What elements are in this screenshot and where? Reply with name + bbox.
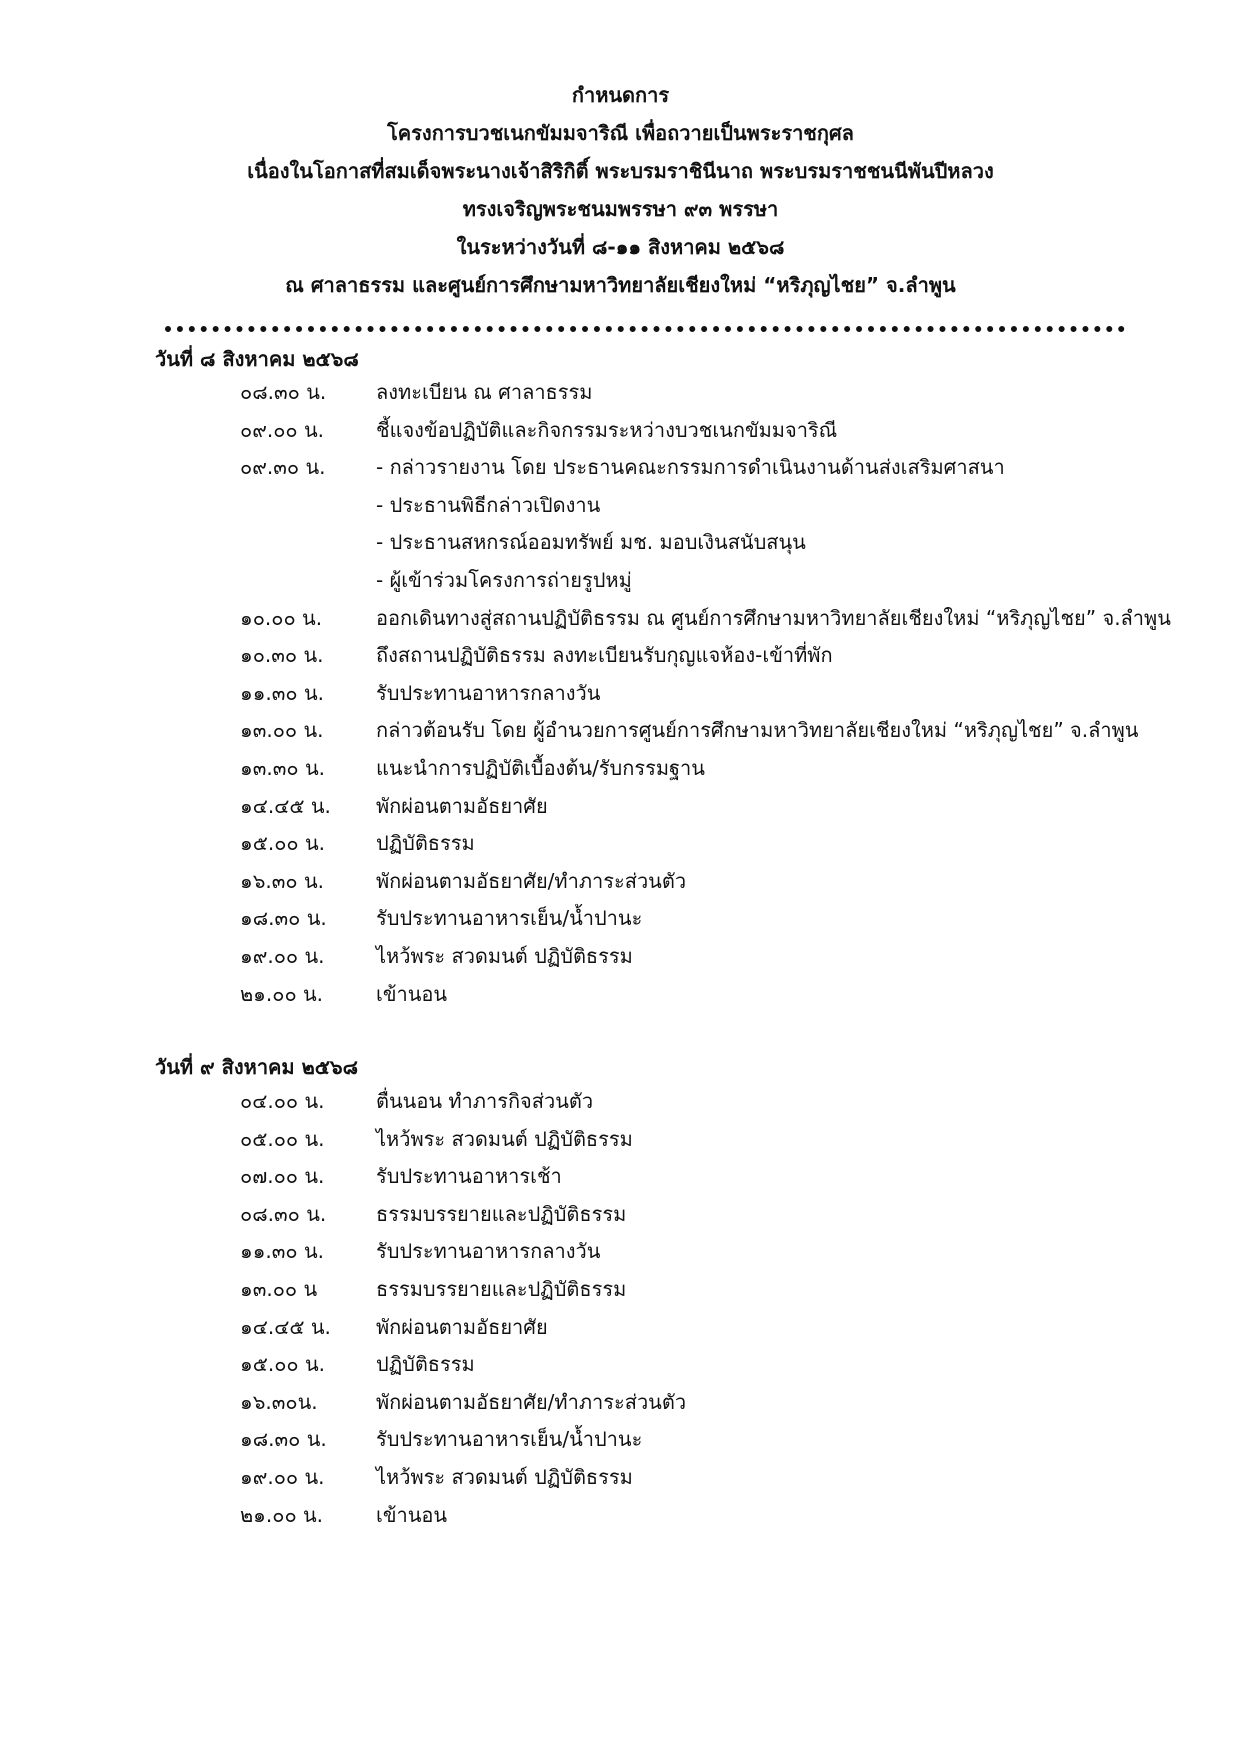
schedule-activity: ธรรมบรรยายและปฏิบัติธรรม: [376, 1201, 627, 1226]
schedule-activity: ลงทะเบียน ณ ศาลาธรรม: [376, 380, 593, 404]
schedule-time: ๑๘.๓๐ น.: [240, 1427, 327, 1452]
day-heading: วันที่ ๙ สิงหาคม ๒๕๖๘: [155, 1055, 359, 1079]
schedule-row: [0, 1083, 1241, 1119]
dotted-divider: [165, 326, 1125, 332]
schedule-row: [0, 863, 1241, 899]
schedule-activity: - ผู้เข้าร่วมโครงการถ่ายรูปหมู่: [376, 568, 632, 592]
schedule-time: ๒๑.๐๐ น.: [240, 981, 324, 1006]
schedule-row: [0, 562, 1241, 598]
schedule-activity: พักผ่อนตามอัธยาศัย: [376, 1314, 548, 1339]
schedule-time: ๑๑.๓๐ น.: [240, 680, 325, 705]
schedule-row: [0, 1421, 1241, 1457]
schedule-row: [0, 1497, 1241, 1533]
header-venue: ณ ศาลาธรรม และศูนย์การศึกษามหาวิทยาลัยเชียงใหม่ “หริภุญไชย” จ.ลำพูน: [285, 273, 956, 297]
schedule-row: [0, 1233, 1241, 1269]
schedule-activity: พักผ่อนตามอัธยาศัย/ทำภาระส่วนตัว: [376, 1389, 687, 1414]
schedule-activity: รับประทานอาหารเย็น/น้ำปานะ: [376, 906, 643, 931]
schedule-row: [0, 938, 1241, 974]
schedule-time: ๐๗.๐๐ น.: [240, 1164, 325, 1189]
schedule-time: ๐๕.๐๐ น.: [240, 1126, 325, 1151]
schedule-row: [0, 976, 1241, 1012]
schedule-row: [0, 1158, 1241, 1194]
schedule-activity: ตื่นนอน ทำภารกิจส่วนตัว: [376, 1089, 594, 1113]
schedule-time: ๑๐.๐๐ น.: [240, 605, 323, 630]
schedule-time: ๑๓.๓๐ น.: [240, 756, 325, 780]
schedule-activity: ไหว้พระ สวดมนต์ ปฏิบัติธรรม: [376, 944, 633, 968]
schedule-row: [0, 712, 1241, 748]
header-anniversary: ทรงเจริญพระชนมพรรษา ๙๓ พรรษา: [462, 197, 779, 221]
schedule-activity: ปฏิบัติธรรม: [376, 831, 475, 856]
schedule-row: [0, 637, 1241, 673]
schedule-row: [0, 600, 1241, 636]
schedule-activity: กล่าวต้อนรับ โดย ผู้อำนวยการศูนย์การศึกษามหาวิทยาลัยเชียงใหม่ “หริภุญไชย” จ.ลำพูน: [376, 718, 1139, 743]
schedule-row: [0, 1309, 1241, 1345]
schedule-time: ๐๘.๓๐ น.: [240, 1201, 327, 1226]
schedule-time: ๐๘.๓๐ น.: [240, 380, 327, 404]
schedule-time: ๐๙.๓๐ น.: [240, 455, 326, 480]
schedule-activity: ชี้แจงข้อปฏิบัติและกิจกรรมระหว่างบวชเนกขัมมจาริณี: [376, 417, 838, 442]
document-header: [100, 76, 1141, 304]
schedule-activity: แนะนำการปฏิบัติเบื้องต้น/รับกรรมฐาน: [376, 756, 705, 780]
schedule-activity: ไหว้พระ สวดมนต์ ปฏิบัติธรรม: [376, 1126, 633, 1151]
schedule-row: [0, 1384, 1241, 1420]
header-title: กำหนดการ: [571, 83, 670, 107]
schedule-row: [0, 449, 1241, 485]
schedule-time: ๑๙.๐๐ น.: [240, 944, 325, 968]
schedule-activity: - กล่าวรายงาน โดย ประธานคณะกรรมการดำเนินงานด้านส่งเสริมศาสนา: [376, 455, 1005, 480]
schedule-activity: พักผ่อนตามอัธยาศัย: [376, 793, 548, 818]
schedule-activity: ออกเดินทางสู่สถานปฏิบัติธรรม ณ ศูนย์การศึกษามหาวิทยาลัยเชียงใหม่ “หริภุญไชย” จ.ลำพูน: [376, 605, 1171, 630]
schedule-row: [0, 1121, 1241, 1157]
header-dates: ในระหว่างวันที่ ๘-๑๑ สิงหาคม ๒๕๖๘: [456, 235, 785, 259]
schedule-time: ๑๖.๓๐ น.: [240, 868, 325, 893]
schedule-time: ๐๔.๐๐ น.: [240, 1089, 325, 1113]
schedule-row: [0, 825, 1241, 861]
schedule-activity: รับประทานอาหารเช้า: [376, 1164, 562, 1189]
schedule-activity: - ประธานพิธีกล่าวเปิดงาน: [376, 492, 601, 517]
schedule-activity: เข้านอน: [376, 1502, 448, 1527]
schedule-row: [0, 675, 1241, 711]
schedule-time: ๑๓.๐๐ น: [240, 1277, 318, 1301]
schedule-time: ๑๕.๐๐ น.: [240, 831, 325, 856]
schedule-row: [0, 412, 1241, 448]
schedule-row: [0, 900, 1241, 936]
header-project-name: โครงการบวชเนกขัมมจาริณี เพื่อถวายเป็นพระราชกุศล: [387, 121, 854, 145]
schedule-time: ๐๙.๐๐ น.: [240, 417, 325, 442]
schedule-activity: ปฏิบัติธรรม: [376, 1352, 475, 1377]
schedule-time: ๑๔.๔๕ น.: [240, 793, 331, 818]
schedule-row: [0, 750, 1241, 786]
schedule-time: ๒๑.๐๐ น.: [240, 1502, 324, 1527]
schedule-activity: รับประทานอาหารกลางวัน: [376, 1239, 601, 1264]
schedule-activity: ไหว้พระ สวดมนต์ ปฏิบัติธรรม: [376, 1465, 633, 1489]
schedule-row: [0, 1196, 1241, 1232]
schedule-activity: เข้านอน: [376, 981, 448, 1006]
schedule-activity: พักผ่อนตามอัธยาศัย/ทำภาระส่วนตัว: [376, 868, 687, 893]
header-occasion: เนื่องในโอกาสที่สมเด็จพระนางเจ้าสิริกิติ์ พระบรมราชินีนาถ พระบรมราชชนนีพันปีหลวง: [247, 159, 994, 183]
schedule-time: ๑๐.๓๐ น.: [240, 643, 324, 668]
schedule-activity: รับประทานอาหารกลางวัน: [376, 680, 601, 705]
schedule-time: ๑๙.๐๐ น.: [240, 1465, 325, 1489]
schedule-row: [0, 1271, 1241, 1307]
schedule-activity: รับประทานอาหารเย็น/น้ำปานะ: [376, 1427, 643, 1452]
schedule-activity: ธรรมบรรยายและปฏิบัติธรรม: [376, 1277, 627, 1301]
schedule-time: ๑๖.๓๐น.: [240, 1389, 318, 1414]
day-heading: วันที่ ๘ สิงหาคม ๒๕๖๘: [155, 347, 359, 371]
schedule-row: [0, 487, 1241, 523]
schedule-time: ๑๓.๐๐ น.: [240, 718, 324, 743]
schedule-time: ๑๘.๓๐ น.: [240, 906, 327, 931]
schedule-row: [0, 788, 1241, 824]
schedule-row: [0, 1346, 1241, 1382]
schedule-time: ๑๕.๐๐ น.: [240, 1352, 325, 1377]
schedule-time: ๑๔.๔๕ น.: [240, 1314, 331, 1339]
schedule-activity: - ประธานสหกรณ์ออมทรัพย์ มช. มอบเงินสนับสนุน: [376, 530, 806, 555]
schedule-row: [0, 374, 1241, 410]
schedule-row: [0, 1459, 1241, 1495]
schedule-time: ๑๑.๓๐ น.: [240, 1239, 325, 1264]
schedule-row: [0, 524, 1241, 560]
schedule-activity: ถึงสถานปฏิบัติธรรม ลงทะเบียนรับกุญแจห้อง-เข้าที่พัก: [376, 643, 833, 668]
